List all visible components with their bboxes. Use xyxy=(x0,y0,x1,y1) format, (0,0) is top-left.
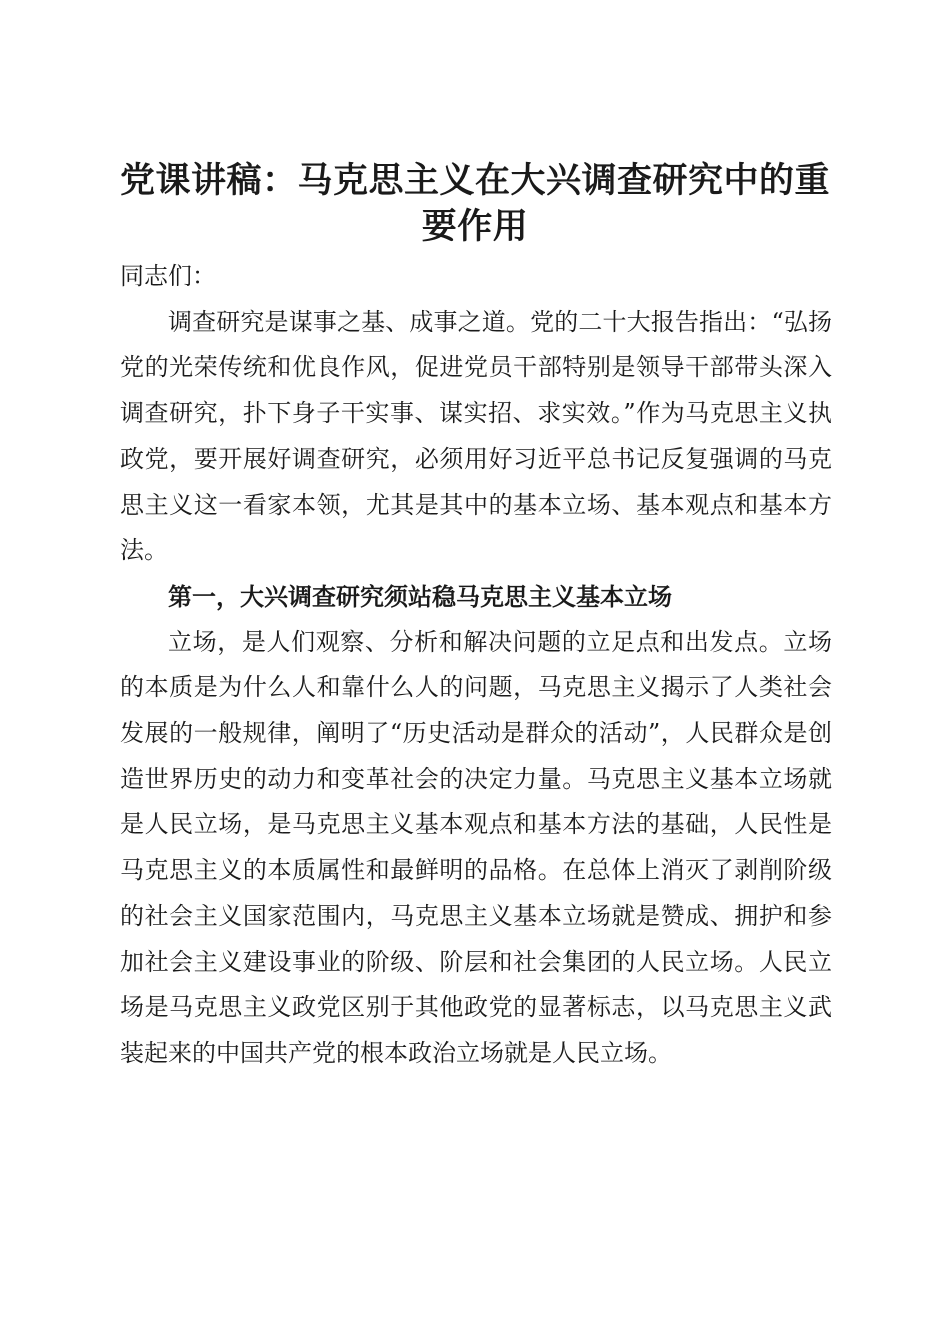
salutation: 同志们： xyxy=(120,262,216,290)
document-body xyxy=(120,254,832,1077)
section-paragraph: 立场，是人们观察、分析和解决问题的立足点和出发点。立场的本质是为什么人和靠什么人的问题，马克思主义揭示了人类社会发展的一般规律，阐明了“历史活动是群众的活动”，人民群众是创造世界历史的动力和变革社会的决定力量。马克思主义基本立场就是人民立场，是马克思主义基本观点和基本方法的基础，人民性是马克思主义的本质属性和最鲜明的品格。在总体上消灭了剥削阶级的社会主义国家范围内，马克思主义基本立场就是赞成、拥护和参加社会主义建设事业的阶级、阶层和社会集团的人民立场。人民立场是马克思主义政党区别于其他政党的显著标志，以马克思主义武装起来的中国共产党的根本政治立场就是人民立场。 xyxy=(120,627,832,1067)
intro-paragraph: 调查研究是谋事之基、成事之道。党的二十大报告指出：“弘扬党的光荣传统和优良作风，促进党员干部特别是领导干部带头深入调查研究，扑下身子干实事、谋实招、求实效。”作为马克思主义执政党，要开展好调查研究，必须用好习近平总书记反复强调的马克思主义这一看家本领，尤其是其中的基本立场、基本观点和基本方法。 xyxy=(120,307,832,565)
section-heading: 第一，大兴调查研究须站稳马克思主义基本立场 xyxy=(168,581,672,611)
document-title: 党课讲稿：马克思主义在大兴调查研究中的重要作用 xyxy=(119,160,830,248)
